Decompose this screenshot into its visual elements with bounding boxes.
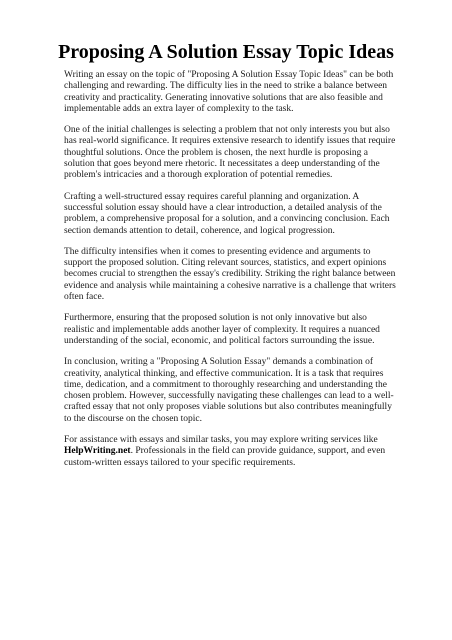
paragraph-feasibility: Furthermore, ensuring that the proposed solution is not only innovative but also realistic and implementable adds another layer of complexity. It requires a nuanced understanding of the social, economic, and political factors surrounding the issue. [64,313,380,346]
document-title: Proposing A Solution Essay Topic Ideas [58,41,394,63]
paragraph-challenges: One of the initial challenges is selecting a problem that not only interests you but also has real-world significance. It requires extensive research to identify issues that require thoughtful solutions. Once the problem is chosen, the next hurdle is proposing a solution that goes beyond mere rhetoric. It necessitates a deep understanding of the problem's intricacies and a thorough exploration of potential remedies. [64,125,396,181]
closing-text-before: For assistance with essays and similar tasks, you may explore writing services like [64,435,378,446]
paragraph-structure: Crafting a well-structured essay requires careful planning and organization. A successful solution essay should have a clear introduction, a detailed analysis of the problem, a comprehensive proposal for a solution, and a convincing conclusion. Each section demands attention to detail, coherence, and logical progression. [64,191,390,236]
closing-text-after: . Professionals in the field can provide guidance, support, and even custom-written essays tailored to your specific requirements. [64,446,386,468]
paragraph-evidence: The difficulty intensifies when it comes to presenting evidence and arguments to support the proposed solution. Citing relevant sources, statistics, and expert opinions becomes crucial to strengthen the essay's credibility. Striking the right balance between evidence and analysis while maintaining a cohesive narrative is a challenge that writers often face. [64,246,396,303]
paragraph-intro: Writing an essay on the topic of "Proposing A Solution Essay Topic Ideas" can be both challenging and rewarding. The difficulty lies in the need to strike a balance between creativity and practicality. Generating innovative solutions that are also feasible and implementable adds an extra layer of complexity to the task. [64,70,394,114]
paragraph-conclusion: In conclusion, writing a "Proposing A Solution Essay" demands a combination of creativity, analytical thinking, and effective communication. It is a task that requires time, dedication, and a commitment to thoroughly researching and understanding the chosen problem. However, successfully navigating these challenges can lead to a well-crafted essay that not only proposes viable solutions but also contributes meaningfully to the discourse on the chosen topic. [64,357,394,424]
brand-name: HelpWriting.net [64,446,131,457]
document-body [64,70,396,479]
paragraph-closing [64,435,396,469]
